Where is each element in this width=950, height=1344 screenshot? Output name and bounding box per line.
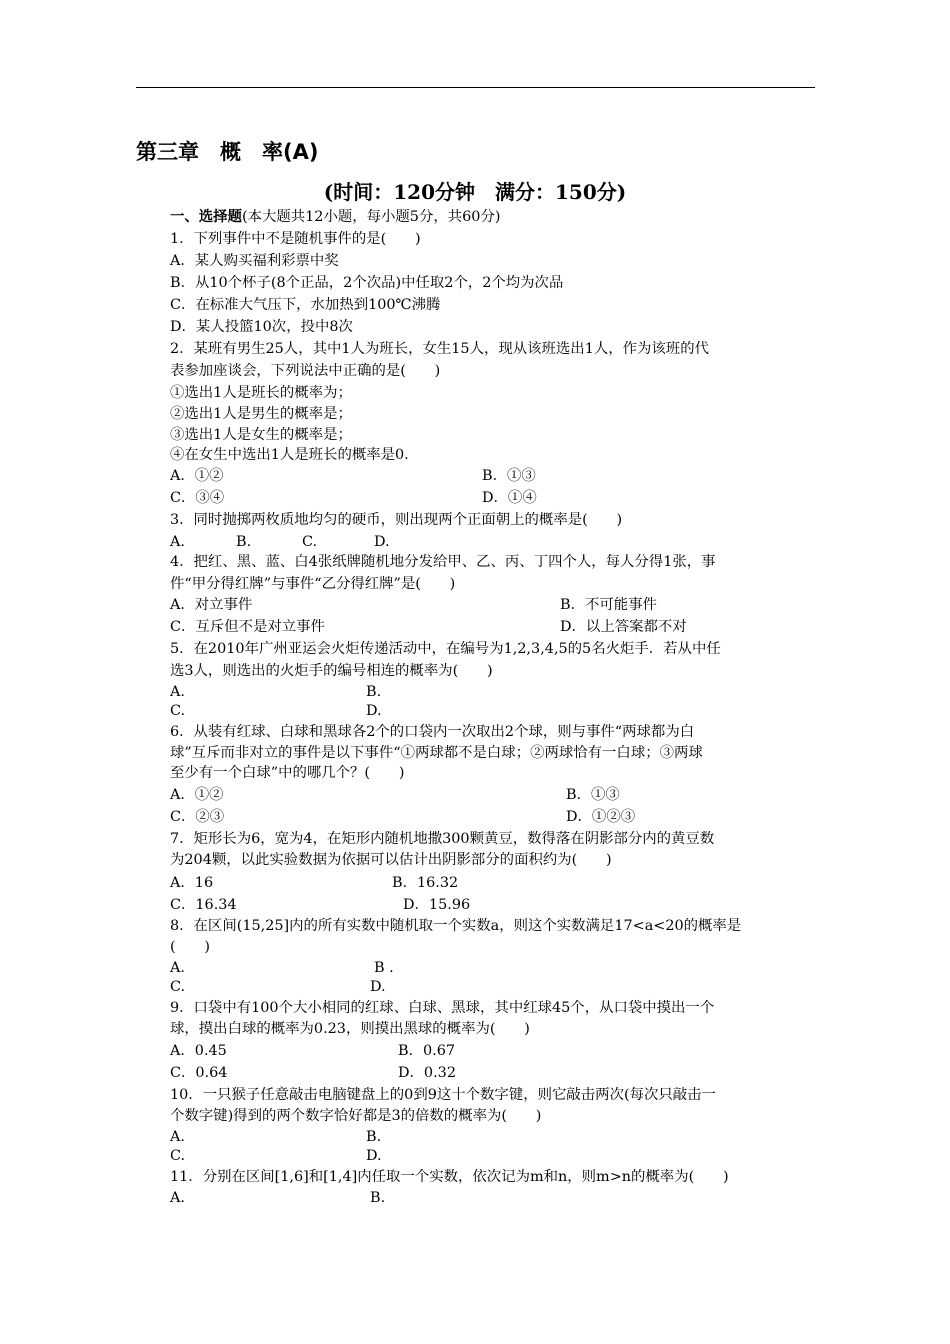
q2-option-d: D．①④ [482,490,537,506]
q11-option-b: B. [370,1190,386,1206]
q10-stem-line1: 10．一只猴子任意敲击电脑键盘上的0到9这十个数字键，则它敲击两次(每次只敲击一 [170,1087,716,1103]
q9-stem-line2: 球，摸出白球的概率为0.23，则摸出黑球的概率为( ) [170,1021,530,1037]
q4-option-b: B．不可能事件 [560,597,657,613]
q3-option-b: B. [236,534,252,550]
q9-stem-line1: 9．口袋中有100个大小相同的红球、白球、黑球，其中红球45个，从口袋中摸出一个 [170,1000,715,1016]
q9-option-b: B．0.67 [398,1043,456,1059]
q6-option-b: B．①③ [566,787,620,803]
q10-option-b: B. [366,1129,382,1145]
q3-option-a: A. [170,534,185,550]
q2-option-c: C．③④ [170,490,225,506]
q4-option-c: C．互斥但不是对立事件 [170,619,325,635]
q2-statement-4: ④在女生中选出1人是班长的概率是0. [170,447,409,463]
q8-option-d: D. [370,979,386,995]
q7-option-a: A．16 [170,875,214,891]
time-score-line: (时间：120分钟 满分：150分) [323,180,627,204]
chapter-title: 第三章 概 率(A) [136,140,319,164]
q6-stem-line3: 至少有一个白球”中的哪几个？( ) [170,765,405,781]
q7-option-b: B．16.32 [392,875,459,891]
q4-stem-line1: 4．把红、黑、蓝、白4张纸牌随机地分发给甲、乙、丙、丁四个人，每人分得1张，事 [170,554,716,570]
q8-option-c: C. [170,979,186,995]
q1-option-a: A．某人购买福利彩票中奖 [170,253,339,269]
q9-option-c: C．0.64 [170,1065,228,1081]
q4-option-d: D．以上答案都不对 [560,619,687,635]
q10-option-d: D. [366,1148,382,1164]
q2-stem-line2: 表参加座谈会，下列说法中正确的是( ) [170,363,441,379]
q1-option-d: D．某人投篮10次，投中8次 [170,319,353,335]
q7-option-d: D．15.96 [403,897,471,913]
q11-option-a: A. [170,1190,185,1206]
q2-stem-line1: 2．某班有男生25人，其中1人为班长，女生15人，现从该班选出1人，作为该班的代 [170,341,709,357]
q1-option-b: B．从10个杯子(8个正品，2个次品)中任取2个，2个均为次品 [170,275,564,291]
q7-stem-line1: 7．矩形长为6，宽为4，在矩形内随机地撒300颗黄豆，数得落在阴影部分内的黄豆数 [170,831,715,847]
q7-stem-line2: 为204颗，以此实验数据为依据可以估计出阴影部分的面积约为( ) [170,852,612,868]
q6-option-d: D．①②③ [566,809,636,825]
q10-option-a: A. [170,1129,185,1145]
section-heading [170,207,500,227]
q3-stem: 3．同时抛掷两枚质地均匀的硬币，则出现两个正面朝上的概率是( ) [170,512,623,528]
section-label: 一、选择题 [170,208,242,225]
q6-option-c: C．②③ [170,809,225,825]
q9-option-a: A．0.45 [170,1043,227,1059]
q6-stem-line1: 6．从装有红球、白球和黑球各2个的口袋内一次取出2个球，则与事件“两球都为白 [170,724,695,740]
q8-option-b: B . [374,960,394,976]
q9-option-d: D．0.32 [398,1065,456,1081]
q3-option-d: D. [374,534,390,550]
q1-stem: 1．下列事件中不是随机事件的是( ) [170,231,421,247]
q2-statement-2: ②选出1人是男生的概率是； [170,406,352,422]
q5-option-a: A. [170,684,185,700]
q6-stem-line2: 球”互斥而非对立的事件是以下事件“①两球都不是白球；②两球恰有一白球；③两球 [170,745,703,761]
section-note: (本大题共12小题，每小题5分，共60分) [241,209,501,225]
q10-option-c: C. [170,1148,186,1164]
q4-option-a: A．对立事件 [170,597,253,613]
q5-option-b: B. [366,684,382,700]
top-rule [136,87,815,88]
q8-stem-line2: ( ) [170,939,211,955]
q2-statement-1: ①选出1人是班长的概率为； [170,385,352,401]
q5-option-d: D. [366,703,382,719]
q2-statement-3: ③选出1人是女生的概率是； [170,427,352,443]
q10-stem-line2: 个数字键)得到的两个数字恰好都是3的倍数的概率为( ) [170,1108,542,1124]
q5-option-c: C. [170,703,186,719]
q5-stem-line2: 选3人，则选出的火炬手的编号相连的概率为( ) [170,663,493,679]
q3-option-c: C. [302,534,318,550]
q6-option-a: A．①② [170,787,224,803]
q8-option-a: A. [170,960,185,976]
q2-option-b: B．①③ [482,468,536,484]
q2-option-a: A．①② [170,468,224,484]
q4-stem-line2: 件“甲分得红牌”与事件“乙分得红牌”是( ) [170,576,456,592]
q1-option-c: C．在标准大气压下，水加热到100℃沸腾 [170,297,441,313]
q11-stem: 11．分别在区间[1,6]和[1,4]内任取一个实数，依次记为m和n，则m>n的概率为( ) [170,1169,729,1185]
q5-stem-line1: 5．在2010年广州亚运会火炬传递活动中，在编号为1,2,3,4,5的5名火炬手．若从中任 [170,641,721,657]
q7-option-c: C．16.34 [170,897,237,913]
q8-stem-line1: 8．在区间(15,25]内的所有实数中随机取一个实数a，则这个实数满足17<a<20的概率是 [170,918,742,934]
